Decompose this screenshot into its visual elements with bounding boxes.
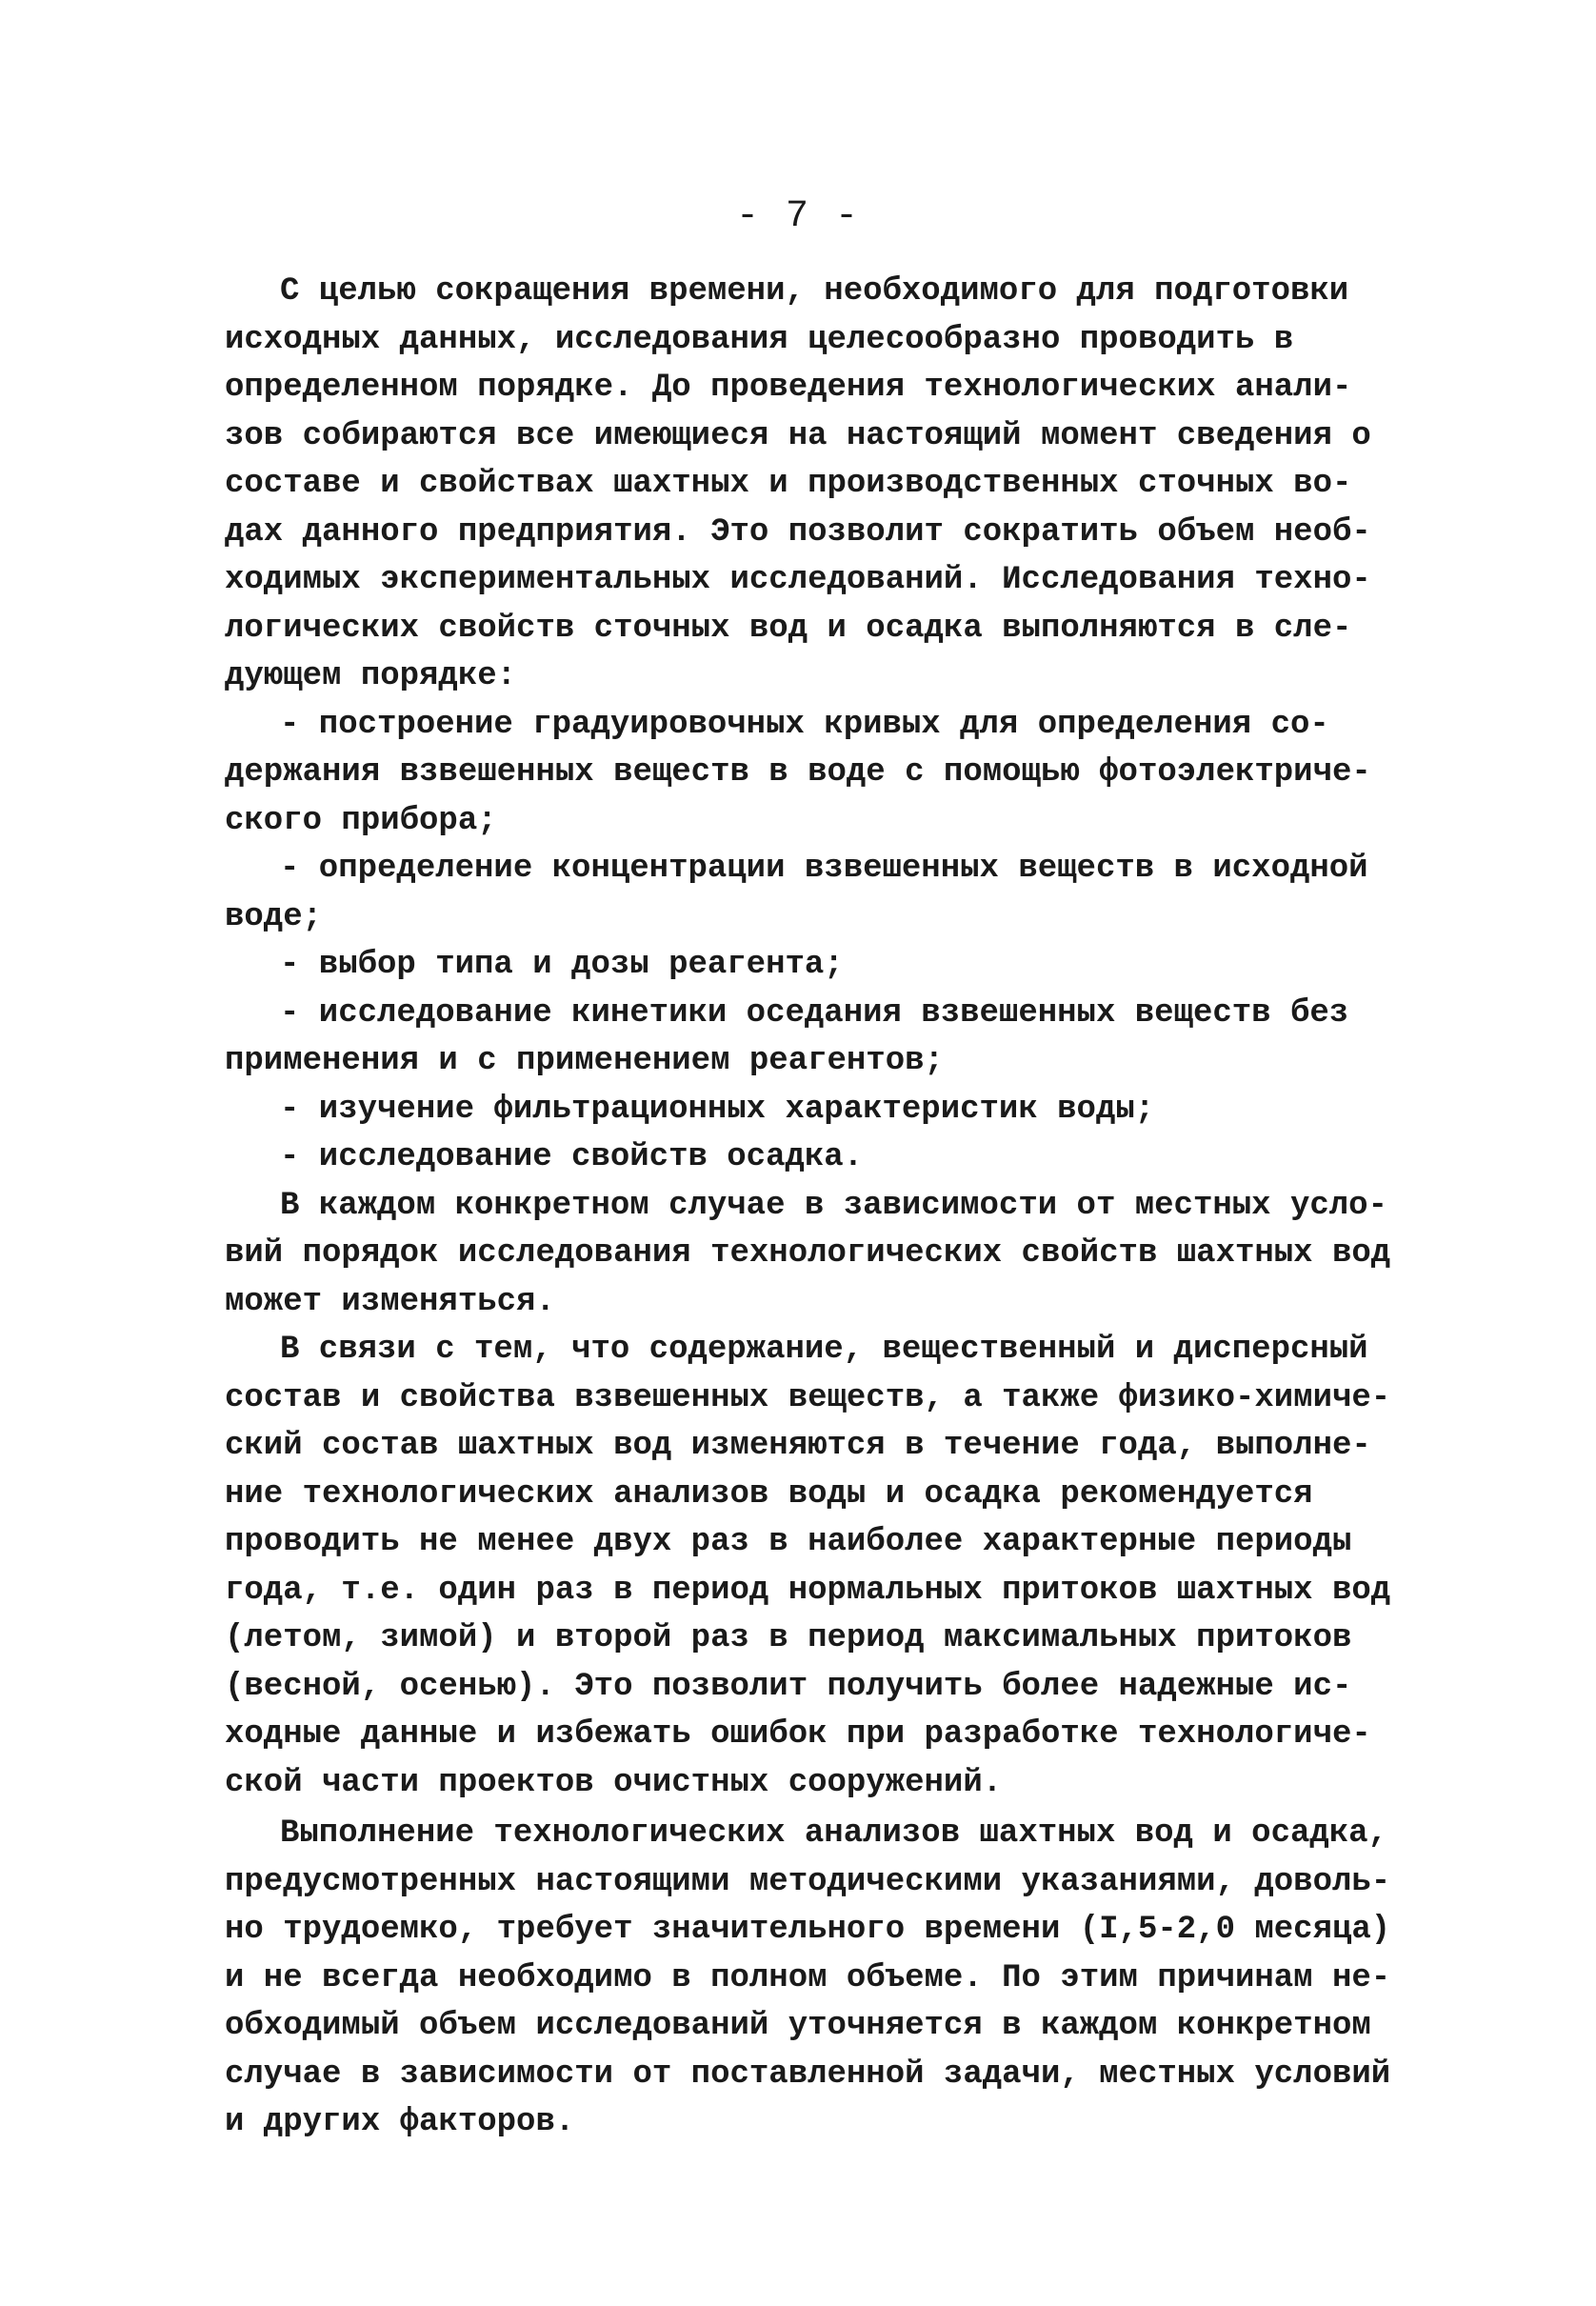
text-line: состав и свойства взвешенных веществ, а также физико-химиче-	[225, 1379, 1391, 1416]
text-line: ского прибора;	[225, 802, 497, 839]
text-line: проводить не менее двух раз в наиболее характерные периоды	[225, 1524, 1352, 1560]
text-line: но трудоемко, требует значительного времени (I,5-2,0 месяца)	[225, 1912, 1391, 1948]
text-line: ский состав шахтных вод изменяются в течение года, выполне-	[225, 1428, 1371, 1464]
text-line: может изменяться.	[225, 1283, 555, 1320]
page-number: - 7 -	[735, 195, 861, 238]
text-line: случае в зависимости от поставленной задачи, местных условий	[225, 2055, 1391, 2093]
list-item-line: - исследование кинетики оседания взвешенных веществ без	[280, 994, 1349, 1032]
list-item-line: - исследование свойств осадка.	[280, 1139, 864, 1175]
text-line: обходимый объем исследований уточняется в каждом конкретном	[225, 2008, 1371, 2044]
text-line: ской части проектов очистных сооружений.	[225, 1764, 1003, 1801]
text-line: (летом, зимой) и второй раз в период максимальных притоков	[225, 1620, 1352, 1656]
text-line: применения и с применением реагентов;	[225, 1043, 944, 1079]
body-text	[225, 268, 1406, 2147]
text-line: С целью сокращения времени, необходимого для подготовки	[280, 273, 1349, 310]
text-line: дующем порядке:	[225, 658, 517, 694]
text-line: исходных данных, исследования целесообразно проводить в	[225, 321, 1294, 358]
text-line: (весной, осенью). Это позволит получить более надежные ис-	[225, 1668, 1352, 1705]
text-line: ние технологических анализов воды и осадка рекомендуется	[225, 1475, 1313, 1513]
text-line: В связи с тем, что содержание, вещественный и дисперсный	[280, 1332, 1368, 1368]
list-item-line: - выбор типа и дозы реагента;	[280, 947, 844, 983]
text-line: воде;	[225, 898, 323, 935]
list-item-line: - изучение фильтрационных характеристик воды;	[280, 1091, 1155, 1128]
text-line: предусмотренных настоящими методическими указаниями, доволь-	[225, 1863, 1391, 1900]
text-line: определенном порядке. До проведения технологических анали-	[225, 370, 1352, 406]
text-line: держания взвешенных веществ в воде с помощью фотоэлектриче-	[225, 754, 1371, 791]
text-line: и других факторов.	[225, 2104, 575, 2140]
text-line: и не всегда необходимо в полном объеме. По этим причинам не-	[225, 1959, 1391, 1996]
text-line: зов собираются все имеющиеся на настоящий момент сведения о	[225, 417, 1371, 454]
text-line: года, т.е. один раз в период нормальных притоков шахтных вод	[225, 1572, 1391, 1609]
text-line: вий порядок исследования технологических свойств шахтных вод	[225, 1235, 1391, 1272]
text-line: ходные данные и избежать ошибок при разработке технологиче-	[225, 1716, 1371, 1753]
text-line: логических свойств сточных вод и осадка выполняются в сле-	[225, 610, 1352, 647]
list-item-line: - определение концентрации взвешенных веществ в исходной	[280, 851, 1368, 887]
text-line: дах данного предприятия. Это позволит сократить объем необ-	[225, 513, 1371, 551]
text-line: ходимых экспериментальных исследований. Исследования техно-	[225, 562, 1371, 598]
text-line: В каждом конкретном случае в зависимости от местных усло-	[280, 1187, 1387, 1224]
text-line: составе и свойствах шахтных и производственных сточных во-	[225, 466, 1352, 502]
text-line: Выполнение технологических анализов шахтных вод и осадка,	[280, 1815, 1387, 1852]
list-item-line: - построение градуировочных кривых для определения со-	[280, 706, 1329, 743]
